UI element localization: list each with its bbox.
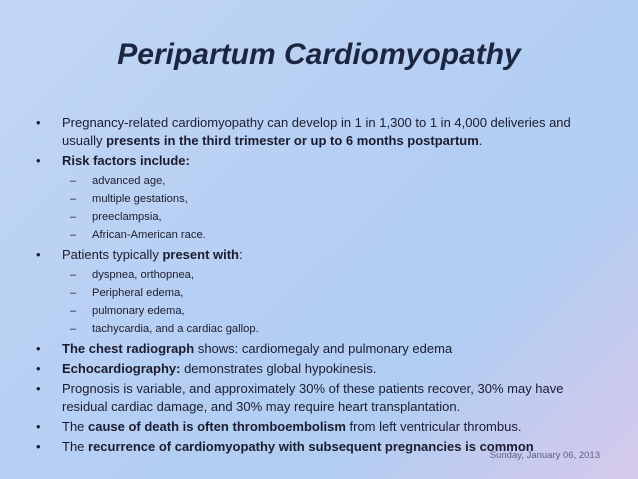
sub-item-text: advanced age, xyxy=(92,175,166,187)
dash-marker: – xyxy=(70,211,77,223)
bullet-marker: • xyxy=(36,439,41,454)
dash-marker: – xyxy=(70,229,77,241)
bullet-bold-text: recurrence of cardiomyopathy with subsequent pregnancies is common xyxy=(88,439,534,454)
bullet-text: . xyxy=(478,133,483,148)
bullet-text: : xyxy=(239,247,243,262)
bullet-text: Pregnancy-related cardiomyopathy can develop in 1 in 1,300 to 1 in 4,000 deliveries and usually xyxy=(62,115,571,148)
bullet-bold-text: The chest radiograph xyxy=(62,341,195,356)
sub-item-text: pulmonary edema, xyxy=(92,305,185,317)
bullet-bold-text: cause of death is often thromboembolism xyxy=(88,419,346,434)
dash-marker: – xyxy=(70,305,77,317)
bullet-bold-text: present with xyxy=(162,247,240,262)
bullet-marker: • xyxy=(36,247,41,262)
bullet-prognosis xyxy=(0,380,638,416)
bullet-text: Prognosis is variable, and approximately 30% of these patients recover, 30% may have residual cardiac damage, and 30% may require heart transplantation. xyxy=(62,381,564,414)
dash-marker: – xyxy=(70,287,77,299)
bullet-marker: • xyxy=(36,153,41,168)
sub-item-text: preeclampsia, xyxy=(92,211,162,223)
sub-item xyxy=(0,302,638,320)
bullet-bold-text: Risk factors include: xyxy=(62,153,190,168)
sub-item-text: African-American race. xyxy=(92,229,206,241)
bullet-bold-text: Echocardiography: xyxy=(62,361,181,376)
bullet-marker: • xyxy=(36,115,41,130)
sub-item xyxy=(0,226,638,244)
sub-item-text: multiple gestations, xyxy=(92,193,188,205)
bullet-text: The xyxy=(62,439,89,454)
bullet-echocardiography xyxy=(0,360,638,378)
bullet-cause-of-death xyxy=(0,418,638,436)
sub-item xyxy=(0,266,638,284)
sub-item xyxy=(0,284,638,302)
sub-item xyxy=(0,190,638,208)
sub-item-text: dyspnea, orthopnea, xyxy=(92,269,195,281)
bullet-text: The xyxy=(62,419,89,434)
slide-title: Peripartum Cardiomyopathy xyxy=(117,38,521,71)
bullet-marker: • xyxy=(36,419,41,434)
dash-marker: – xyxy=(70,269,77,281)
bullet-risk-factors xyxy=(0,152,638,170)
bullet-bold-text: presents in the third trimester or up to 6 months postpartum xyxy=(106,133,479,148)
bullet-marker: • xyxy=(36,381,41,396)
sub-item xyxy=(0,208,638,226)
bullet-text: demonstrates global hypokinesis. xyxy=(180,361,377,376)
bullet-text: shows: cardiomegaly and pulmonary edema xyxy=(194,341,453,356)
sub-item-text: tachycardia, and a cardiac gallop. xyxy=(92,323,259,335)
bullet-text: Patients typically xyxy=(62,247,163,262)
bullet-marker: • xyxy=(36,361,41,376)
dash-marker: – xyxy=(70,323,77,335)
dash-marker: – xyxy=(70,175,77,187)
dash-marker: – xyxy=(70,193,77,205)
bullet-chest-radiograph xyxy=(0,340,638,358)
bullet-marker: • xyxy=(36,341,41,356)
bullet-list xyxy=(0,114,638,458)
sub-item-text: Peripheral edema, xyxy=(92,287,184,299)
sub-item xyxy=(0,172,638,190)
bullet-presentation xyxy=(0,246,638,264)
bullet-incidence xyxy=(0,114,638,150)
sub-item xyxy=(0,320,638,338)
slide-date: Sunday, January 06, 2013 xyxy=(489,450,600,461)
bullet-text: from left ventricular thrombus. xyxy=(345,419,522,434)
